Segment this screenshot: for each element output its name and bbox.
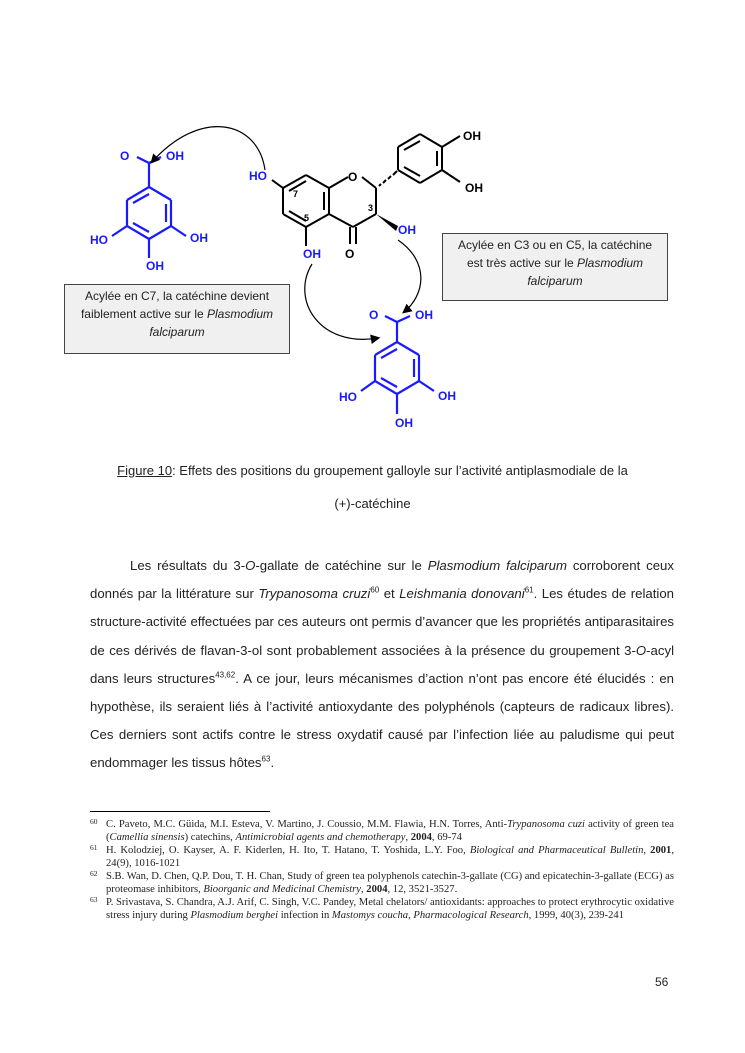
note-line: falciparum <box>527 274 583 288</box>
note-line: faiblement active sur le Plasmodium <box>80 307 274 321</box>
footnote-ref[interactable]: 43,62 <box>215 670 236 680</box>
atom-ho: HO <box>90 233 108 247</box>
catechol-ring <box>398 134 460 183</box>
catechin-core <box>272 175 376 246</box>
footnote-61: 61 H. Kolodziej, O. Kayser, A. F. Kiderlen, H. Ito, T. Hatano, T. Yoshida, L.Y. Foo, Biological and Pharmaceutical Bulletin, 2001, 24(9), 1016-1021 <box>90 843 674 869</box>
hashed-bond <box>379 171 397 186</box>
footnote-ref[interactable]: 60 <box>370 585 380 595</box>
atom-oh: OH <box>166 149 184 163</box>
caption-text: : Effets des positions du groupement galloyle sur l’activité antiplasmodiale de la <box>172 463 628 478</box>
position-3-label: 3 <box>368 203 374 213</box>
footnote-ref[interactable]: 63 <box>261 755 271 765</box>
footnote-ref[interactable]: 61 <box>524 585 534 595</box>
atom-oh: OH <box>463 129 481 143</box>
note-line: est très active sur le Plasmodium <box>466 256 644 270</box>
atom-oh: OH <box>146 259 164 273</box>
atom-o: O <box>345 247 355 261</box>
footnote-63: 63 P. Srivastava, S. Chandra, A.J. Arif, C. Singh, V.C. Pandey, Metal chelators/ antioxidants: approaches to protect erythrocytic oxidative stress injury during Plasmodium berghei infection in Mastomys coucha, Pharmacological Research, 1999, 40(3), 239-241 <box>90 895 674 921</box>
atom-ho: HO <box>249 169 267 183</box>
position-5-label: 5 <box>304 213 310 223</box>
figure-label: Figure 10 <box>117 463 173 478</box>
footnote-60: 60 C. Paveto, M.C. Güida, M.I. Esteva, V. Martino, J. Coussio, M.M. Flawia, H.N. Torres, Anti-Trypanosoma cuzi activity of green tea (Camellia sinensis) catechins, Antimicrobial agents and chemotherapy, 2004, 69-74 <box>90 817 675 843</box>
galloyl-group-top <box>112 157 186 258</box>
note-line: falciparum <box>149 325 205 339</box>
atom-oh: OH <box>415 308 433 322</box>
wedge-bond <box>376 214 398 231</box>
note-line: Acylée en C3 ou en C5, la catéchine <box>457 238 653 252</box>
figure-caption <box>0 463 745 478</box>
atom-oh: OH <box>398 223 416 237</box>
footnote-62: 62 S.B. Wan, D. Chen, Q.P. Dou, T. H. Chan, Study of green tea polyphenols catechin-3-gallate (CG) and epicatechin-3-gallate (ECG) as proteomase inhibitors, Bioorganic and Medicinal Chemistry, 2004, 12, 3521-3527. <box>90 869 674 895</box>
page-number: 56 <box>655 975 669 989</box>
atom-oh: OH <box>438 389 456 403</box>
activity-note-c3-c5 <box>442 233 668 301</box>
acylation-arrow-c3 <box>398 240 421 312</box>
catechin-galloyl-figure <box>0 0 745 450</box>
atom-oh: OH <box>303 247 321 261</box>
acylation-arrow-c5 <box>305 264 378 339</box>
atom-oh: OH <box>465 181 483 195</box>
footnotes <box>90 818 674 922</box>
figure-caption-line2: (+)-catéchine <box>334 496 411 511</box>
galloyl-group-bottom <box>361 316 434 414</box>
note-line: Acylée en C7, la catéchine devient <box>84 289 270 303</box>
atom-o: O <box>120 149 130 163</box>
atom-o: O <box>369 308 379 322</box>
footnote-divider <box>90 811 270 812</box>
atom-ho: HO <box>339 390 357 404</box>
activity-note-c7 <box>64 284 290 354</box>
position-7-label: 7 <box>293 189 299 199</box>
atom-oh: OH <box>395 416 413 430</box>
atom-o: O <box>348 170 358 184</box>
atom-oh: OH <box>190 231 208 245</box>
body-paragraph: Les résultats du 3-O-gallate de catéchine sur le Plasmodium falciparum corroborent ceux donnés par la littérature sur Trypanosoma cruzi$^{60}$ et Leishmania donovani$^{61}$. Les études de relation structure-activité effectuées par ces auteurs ont permis d’avancer que les propriétés antiparasitaires de ces dérivés de flavan-3-ol sont probablement associées à la présence du groupement 3-O-acyl dans leurs structures$^{43,62}$. A ce jour, leurs mécanismes d’action n’ont pas encore été élucidés : en hypothèse, ils seraient liés à l’activité antioxydante des polyphénols (capteurs de radicaux libres). Ces derniers sont actifs contre le stress oxydatif causé par l’infection liée au paludisme qui peut endommager les tissus hôtes$^{63}$. <box>90 558 675 771</box>
